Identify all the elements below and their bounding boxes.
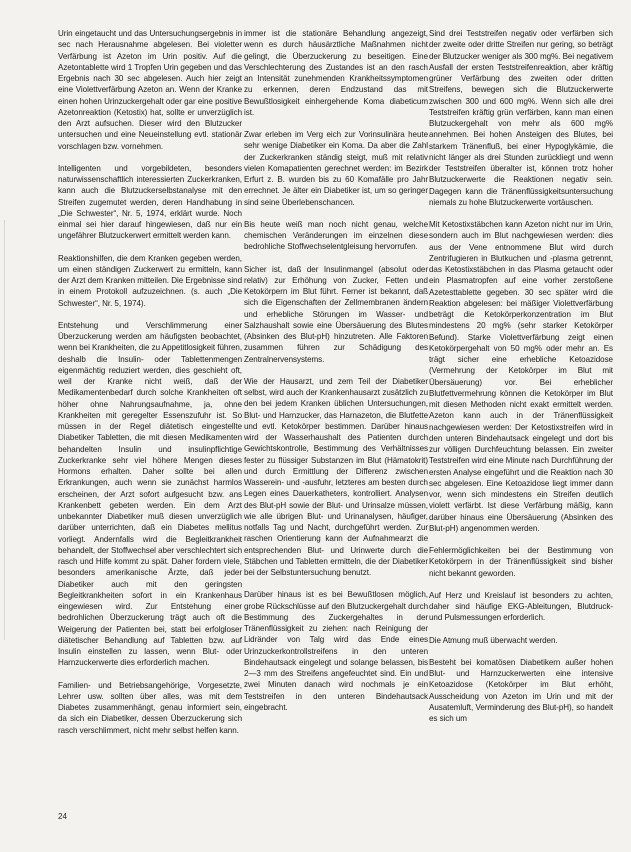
paragraph: Intelligenten und vorgebildeten, besonders naturwissenschaftlich interessierten Zuckerkranken, kann auch die Blutzuckerselbstanalyse mit den Streifen zugemutet werden, deren Handhabung in „Die Schwester“, Nr. 5, 1974, erklärt wurde. Noch einmal sei hier darauf hingewiesen, daß nur ein ungefährer Blutzuckerwert ermittelt werden kann.: [58, 163, 242, 241]
paragraph: Reaktionshilfen, die dem Kranken gegeben werden, um einen ständigen Zuckerwert zu ermitteln, kann der Arzt dem Kranken mitteilen. Die Ergebnisse sind in einem Protokoll aufzuzeichnen. (s. auch „Die Schwester“, Nr. 5, 1974).: [58, 253, 242, 308]
paragraph: Familien- und Betriebsangehörige, Vorgesetzte, Lehrer usw. sollten über alles, was mit dem Diabetes zusammenhängt, genau informiert sein, da sich ein Diabetiker, dessen Überzuckerung sich rasch verschlimmert, nicht mehr selbst helfen kann.: [58, 680, 242, 735]
paragraph: Urin eingetaucht und das Untersuchungsergebnis in sec nach Herausnahme abgelesen. Bei violetter Verfärbung ist Azeton im Urin positiv. Auf die Azetontablette wird 1 Tropfen Urin gegeben und das Ergebnis nach 30 sec abgelesen. Auch hier zeigt eine Violettverfärbung Azeton an. Wenn der Kranke einen hohen Urinzuckergehalt oder gar eine positive Azetonreaktion (Ketostix) hat, sollte er unverzüglich den Arzt aufsuchen. Dieser wird den Blutzucker untersuchen und eine Neueinstellung evtl. stationär vorschlagen bzw. vornehmen.: [58, 29, 242, 151]
paragraph: Auf Herz und Kreislauf ist besonders zu achten, daher sind häufige EKG-Ableitungen, Blutdruck- und Pulsmessungen erforderlich.: [429, 590, 613, 623]
paragraph: Sind drei Teststreifen negativ oder verfärben sich der zweite oder dritte Streifen nur gering, so beträgt der Blutzucker weniger als 300 mg%. Bei negativem Ausfall der ersten Teststreifenreaktion, aber kräftig grüner Verfärbung des zweiten oder dritten Streifens, bewegen sich die Blutzuckerwerte zwischen 300 und 600 mg%. Wenn sich alle drei Teststreifen kräftig grün verfärben, kann man einen Blutzuckergehalt von mehr als 600 mg% annehmen. Bei hohen Ansteigen des Blutes, bei starkem Tränenfluß, bei einer Hypoglykämie, die nicht länger als drei Stunden zurückliegt und wenn der Teststreifen überalter ist, können trotz hoher Blutzuckerwerte die Reaktionen negativ sein. Dagegen kann die Tränenflüssigkeitsuntersuchung niemals zu hohe Blutzuckerwerte vortäuschen.: [429, 29, 613, 207]
scan-margin-line: [4, 220, 5, 640]
paragraph: Bis heute weiß man noch nicht genau, welche chemischen Veränderungen im einzelnen diese bedrohliche Stoffwechselentgleisung hervorrufen.: [244, 219, 428, 252]
paragraph: Besteht bei komatösen Diabetikern außer hohen Blut- und Harnzuckerwerten eine intensive Ketoazidose (Ketokörper im Blut erhöht, Ausscheidung von Azeton im Urin und mit der Ausatemluft, Verminderung des Blut-pH), so handelt es sich um: [429, 657, 613, 723]
paragraph: Wie der Hausarzt, und zem Teil der Diabetiker selbst, wird auch der Krankenhausarzt zusätzlich zu den bei jedem Kranken üblichen Untersuchungen, Blut- und Harnzucker, das Harnazeton, die Blutfette und evtl. Ketokörper bestimmen. Darüber hinaus wird der Wasserhaushalt des Patienten durch Gewichtskontrolle, Bestimmung des Verhältnisses fester zu flüssiger Substanzen im Blut (Hämatokrit) und durch Ermittlung der Differenz zwischen Wasserein- und -ausfuhr, letzteres am besten durch Legen eines Dauerkatheters, kontrolliert. Analysen des Blut-pH sowie der Blut- und Urinsalze müssen, wie alle übrigen Blut- und Urinanalysen, häufiger, notfalls Tag und Nacht, durchgeführt werden. Zur raschen Orientierung kann der Aufnahmearzt die entsprechenden Blut- und Urinwerte durch die Stäbchen und Tabletten ermitteln, die der Diabetiker bei der Selbstuntersuchung benutzt.: [244, 376, 428, 577]
paragraph: Fehlermöglichkeiten bei der Bestimmung von Ketokörpern in der Tränenflüssigkeit sind bisher nicht bekannt geworden.: [429, 546, 613, 578]
paragraph: Sicher ist, daß der Insulinmangel (absolut oder relativ) zur Erhöhung von Zucker, Fetten und Ketokörpern im Blut führt. Ferner ist bekannt, daß sich die Eigenschaften der Zellmembranen ändern und erhebliche Störungen im Wasser- und Salzhaushalt sowie eine Übersäuerung des Blutes (Absinken des Blut-pH) hinzutreten. Alle Faktoren zusammen führen zur Schädigung des Zentralnervensystems.: [244, 264, 428, 364]
paragraph: Entstehung und Verschlimmerung einer Überzuckerung werden am häufigsten beobachtet, wenn bei Krankheiten, die zu Appetitlosigkeit führen, deshalb die Insulin- oder Tablettenmengen eigenmächtig reduziert werden, dies geschieht oft, weil der Kranke nicht weiß, daß der Medikamentenbedarf durch solche Krankheiten oft höher ohne Nahrungsaufnahme, ja, ohne Krankheiten mit geregelter Essenszufuhr ist. So müssen in der Regel diätetisch eingestellte Diabetiker Tabletten, die mit diesen Medikamenten behandelten Insulin und insulinpflichtige Zuckerkranke sehr viel höhere Mengen dieses Hormons erhalten. Daher sollte bei allen Erkrankungen, auch wenn sie zunächst harmlos erscheinen, der Arzt sofort aufgesucht bzw. ans Krankenbett gebeten werden. Ein dem Arzt unbekannter Diabetiker muß diesen unverzüglich darüber unterrichten, daß ein Diabetes mellitus vorliegt. Andernfalls wird die Begleitkrankheit behandelt, der Stoffwechsel aber verschlechtert sich rasch und Hilfe kommt zu spät. Daher fordern viele, besonders amerikanische Ärzte, daß jeder Diabetiker auch mit den geringsten Begleitkrankheiten sofort in ein Krankenhaus eingewiesen wird. Zur Entstehung einer bedrohlichen Überzuckerung trägt auch oft die Weigerung der Patienten bei, statt bei erfolgloser diätetischer Behandlung auf Tabletten bzw. auf Insulin einstellen zu lassen, wenn Blut- oder Harnzuckerwerte dies erforderlich machen.: [58, 320, 242, 668]
paragraph: immer ist die stationäre Behandlung angezeigt, wenn es durch häusärztliche Maßnahmen nicht gelingt, die Überzuckerung zu beseitigen. Eine Verschlechterung des Zustandes ist an den rasch an Intensität zunehmenden Krankheitssymptomen zu erkennen, deren Endzustand das mit Bewußtlosigkeit einhergehende Koma diabeticum ist.: [244, 29, 428, 117]
text-column-middle: [244, 28, 428, 713]
text-column-right: [429, 28, 613, 724]
paragraph: Mit Ketostixstäbchen kann Azeton nicht nur im Urin, sondern auch im Blut nachgewiesen werden: dies aus der Vene entnommene Blut wird durch Zentrifugieren in Blutkuchen und -plasma getrennt, das Ketostixstäbchen in das Plasma getaucht oder ein Plasmatropfen auf eine vorher zerstoßene Azetesttablette gegeben. 30 sec später wird die Reaktion abgelesen: bei mäßiger Violettverfärbung beträgt die Ketokörperkonzentration im Blut mindestens 20 mg% (sehr starker Ketokörper Befund). Starke Violettverfärbung zeigt einen Ketokörpergehalt von 50 mg% oder mehr an. Es trägt sicher eine erhebliche Ketoazidose (Vermehrung der Ketokörper im Blut mit Übersäuerung) vor. Bei erheblicher Blutfettvermehrung können die Ketokörper im Blut mit diesen Methoden nicht exakt ermittelt werden. Azeton kann auch in der Tränenflüssigkeit nachgewiesen werden: Der Ketostixstreifen wird in den unteren Bindehautsack eingelegt und dort bis zur völligen Durchfeuchtung belassen. Ein zweiter Teststreifen wird eine Minute nach Durchführung der ersten Analyse eingeführt und die Reaktion nach 30 sec abgelesen. Eine Ketoazidose liegt immer dann vor, wenn sich mindestens ein Streifen deutlich violett verfärbt. Ist diese Verfärbung mäßig, kann darüber hinaus eine Übersäuerung (Absinken des Blut-pH) angenommen werden.: [429, 220, 613, 533]
paragraph: Die Atmung muß überwacht werden.: [429, 635, 558, 645]
paragraph: Darüber hinaus ist es bei Bewußtlosen möglich, grobe Rückschlüsse auf den Blutzuckergehalt durch Bestimmung des Zuckergehaltes in der Tränenflüssigkeit zu ziehen: nach Reinigung der Lidränder von Talg wird das Ende eines Urinzuckerkontrollstreifens in den unteren Bindehautsack eingelegt und solange belassen, bis 2—3 mm des Streifens angefeuchtet sind. Ein und zwei Minuten danach wird nochmals je ein Teststreifen in den unteren Bindehautsack eingebracht.: [244, 590, 428, 712]
page-number: 24: [58, 812, 67, 821]
paragraph: Zwar erleben im Verg eich zur Vorinsulinära heute sehr wenige Diabetiker ein Koma. Da aber die Zahl der Zuckerkranken ständig steigt, muß mit relativ vielen Komapatienten gerechnet werden: im Bezirk Erfurt z. B. wurden bis zu 60 Komafälle pro Jahr errechnet. Je älter ein Diabetiker ist, um so geringer sind seine Überlebenschancen.: [244, 130, 428, 207]
text-column-left: [58, 28, 242, 736]
